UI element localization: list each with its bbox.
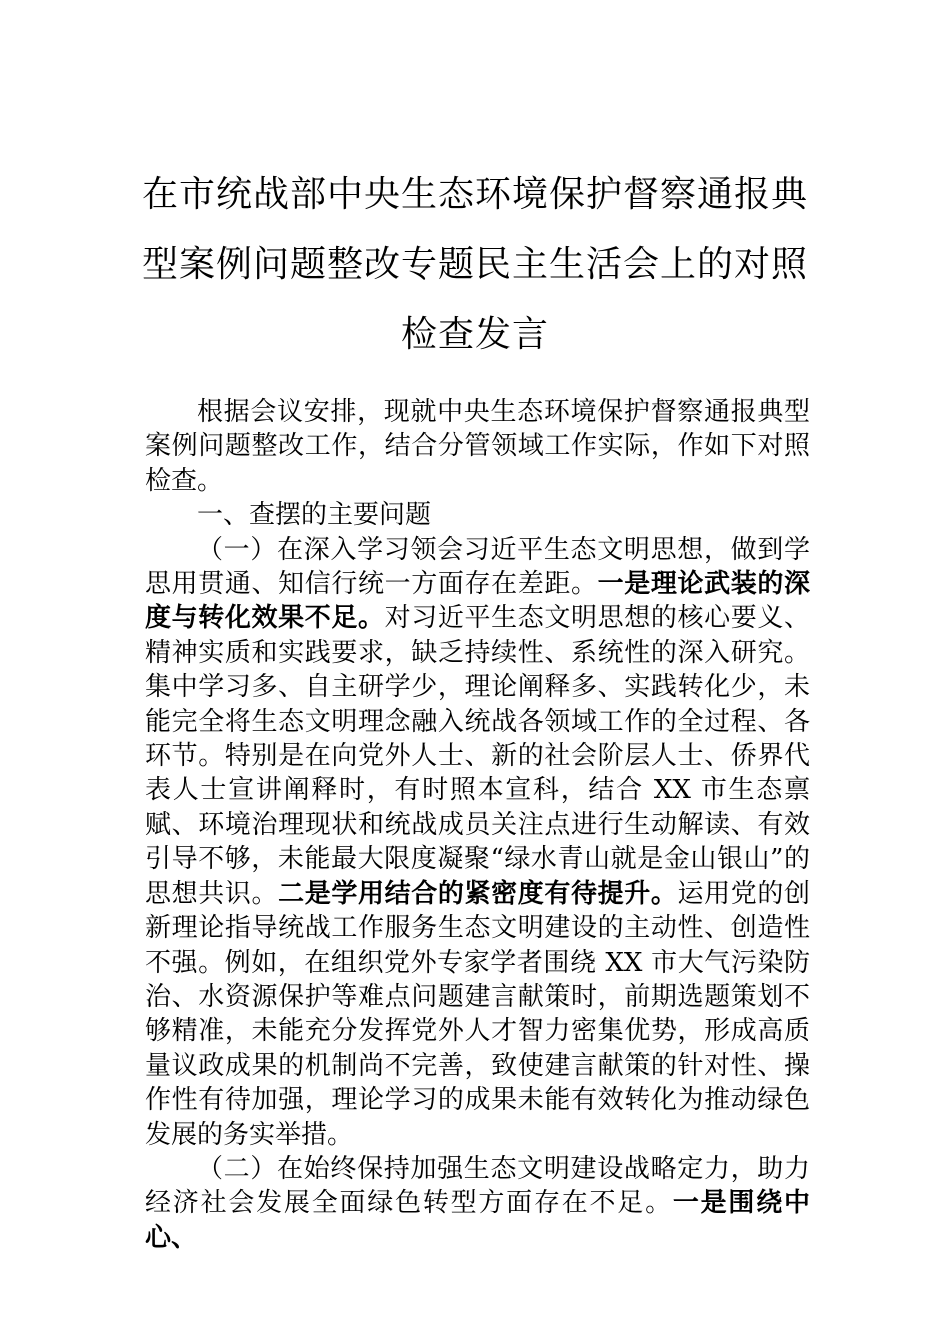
paragraph-1-text-2: 运用党的创新理论指导统战工作服务生态文明建设的主动性、创造性不强。例如，在组织党外专家学者围绕 XX 市大气污染防治、水资源保护等难点问题建言献策时，前期选题策划不够精准，未能充分发挥党外人才智力密集优势，形成高质量议政成果的机制尚不完善，致使建言献策的针对性、操作性有待加强，理论学习的成果未能有效转化为推动绿色发展的务实举措。 [145, 878, 810, 1150]
intro-paragraph: 根据会议安排，现就中央生态环境保护督察通报典型案例问题整改工作，结合分管领域工作实际，作如下对照检查。 [145, 397, 810, 496]
paragraph-2 [145, 1152, 810, 1255]
paragraph-1-lead: （一）在深入学习领会习近平生态文明思想，做到学思用贯通、知信行统一方面存在差距。 [145, 534, 810, 600]
paragraph-1-bold-point-2: 二是学用结合的紧密度有待提升。 [278, 878, 678, 909]
paragraph-2-lead: （二）在始终保持加强生态文明建设战略定力，助力经济社会发展全面绿色转型方面存在不足。 [145, 1153, 810, 1219]
paragraph-1-text-1: 对习近平生态文明思想的核心要义、精神实质和实践要求，缺乏持续性、系统性的深入研究。集中学习多、自主研学少，理论阐释多、实践转化少，未能完全将生态文明理念融入统战各领域工作的全过程、各环节。特别是在向党外人士、新的社会阶层人士、侨界代表人士宣讲阐释时，有时照本宣科，结合 XX 市生态禀赋、环境治理现状和统战成员关注点进行生动解读、有效引导不够，未能最大限度凝聚“绿水青山就是金山银山”的思想共识。 [145, 603, 810, 909]
paragraph-1 [145, 533, 810, 1152]
document-title: 在市统战部中央生态环境保护督察通报典型案例问题整改专题民主生活会上的对照检查发言 [141, 174, 808, 355]
section-heading: 一、查摆的主要问题 [197, 500, 432, 531]
paragraph-1-bold-point-1: 一是理论武装的深度与转化效果不足。 [145, 569, 810, 634]
paragraph-2-bold-point-1: 一是围绕中心、 [145, 1188, 810, 1253]
document-body [145, 395, 810, 1255]
